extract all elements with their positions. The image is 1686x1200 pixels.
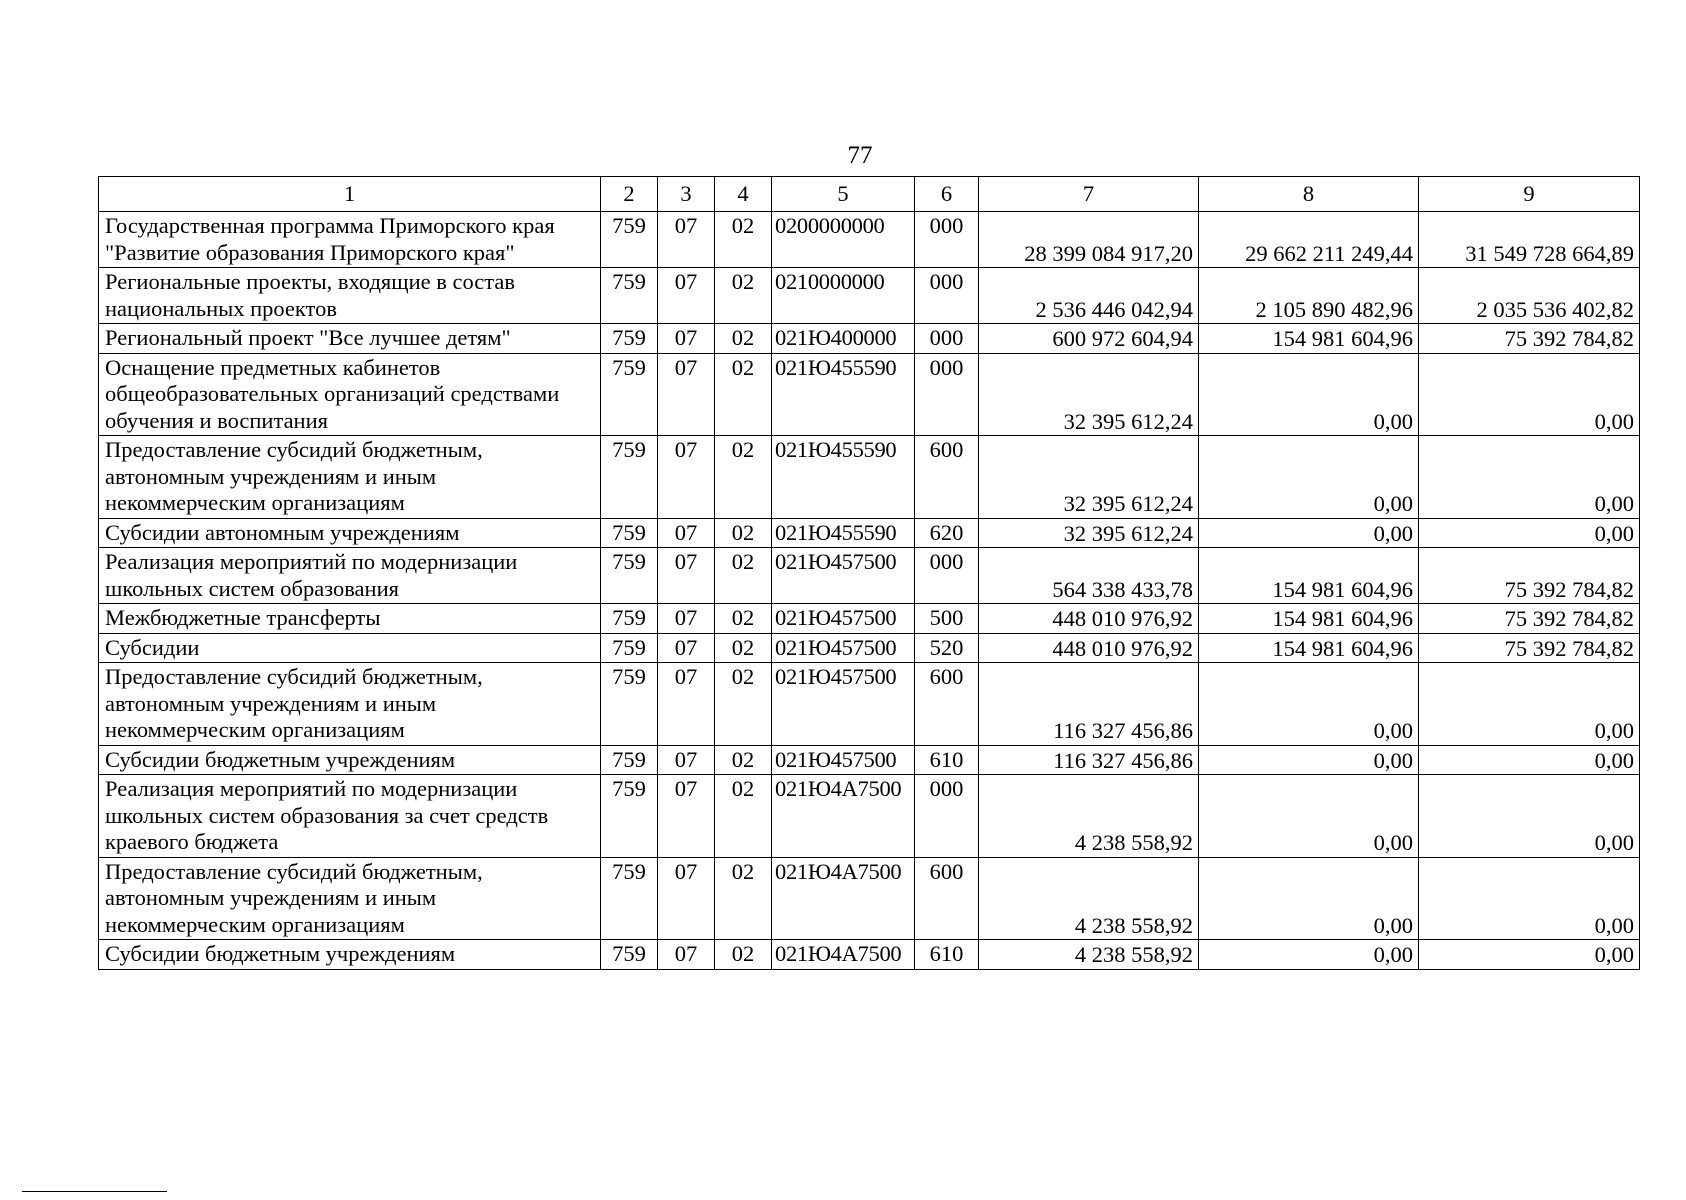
amount-col9-cell: 0,00 — [1419, 940, 1640, 970]
budget-table — [98, 176, 1640, 970]
amount-col7-cell: 564 338 433,78 — [979, 548, 1199, 604]
col4-cell: 02 — [715, 324, 772, 354]
table-body — [99, 212, 1640, 970]
col2-cell: 759 — [601, 604, 658, 634]
col4-cell: 02 — [715, 212, 772, 268]
col3-cell: 07 — [658, 436, 715, 519]
amount-col8-cell: 154 981 604,96 — [1199, 633, 1419, 663]
code-cell: 021Ю455590 — [772, 518, 915, 548]
code-cell: 021Ю4A7500 — [772, 857, 915, 940]
table-row — [99, 940, 1640, 970]
column-header: 1 — [99, 177, 601, 212]
table-row — [99, 518, 1640, 548]
header-row — [99, 177, 1640, 212]
col2-cell: 759 — [601, 940, 658, 970]
col4-cell: 02 — [715, 775, 772, 858]
column-header: 3 — [658, 177, 715, 212]
amount-col8-cell: 0,00 — [1199, 940, 1419, 970]
amount-col8-cell: 154 981 604,96 — [1199, 548, 1419, 604]
amount-col8-cell: 154 981 604,96 — [1199, 604, 1419, 634]
col4-cell: 02 — [715, 518, 772, 548]
amount-col9-cell: 2 035 536 402,82 — [1419, 268, 1640, 324]
page-number: 77 — [847, 142, 873, 169]
table-row — [99, 268, 1640, 324]
footnote-separator — [22, 1191, 167, 1192]
amount-col9-cell: 31 549 728 664,89 — [1419, 212, 1640, 268]
col6-cell: 500 — [915, 604, 979, 634]
col6-cell: 620 — [915, 518, 979, 548]
column-header: 7 — [979, 177, 1199, 212]
code-cell: 021Ю4A7500 — [772, 940, 915, 970]
col2-cell: 759 — [601, 775, 658, 858]
amount-col7-cell: 600 972 604,94 — [979, 324, 1199, 354]
column-header: 5 — [772, 177, 915, 212]
col6-cell: 000 — [915, 268, 979, 324]
table-row — [99, 633, 1640, 663]
col3-cell: 07 — [658, 353, 715, 436]
row-name-cell: Субсидии бюджетным учреждениям — [99, 745, 601, 775]
code-cell: 021Ю457500 — [772, 604, 915, 634]
code-cell: 021Ю4A7500 — [772, 775, 915, 858]
amount-col8-cell: 0,00 — [1199, 518, 1419, 548]
col2-cell: 759 — [601, 268, 658, 324]
col6-cell: 600 — [915, 663, 979, 746]
col4-cell: 02 — [715, 268, 772, 324]
col6-cell: 000 — [915, 353, 979, 436]
table-row — [99, 857, 1640, 940]
col4-cell: 02 — [715, 663, 772, 746]
amount-col9-cell: 0,00 — [1419, 775, 1640, 858]
row-name-cell: Региональные проекты, входящие в состав национальных проектов — [99, 268, 601, 324]
col2-cell: 759 — [601, 745, 658, 775]
col2-cell: 759 — [601, 353, 658, 436]
table-row — [99, 663, 1640, 746]
column-header: 8 — [1199, 177, 1419, 212]
row-name-cell: Региональный проект "Все лучшее детям" — [99, 324, 601, 354]
table-row — [99, 353, 1640, 436]
amount-col8-cell: 154 981 604,96 — [1199, 324, 1419, 354]
col3-cell: 07 — [658, 775, 715, 858]
row-name-cell: Межбюджетные трансферты — [99, 604, 601, 634]
amount-col7-cell: 116 327 456,86 — [979, 663, 1199, 746]
col4-cell: 02 — [715, 940, 772, 970]
amount-col8-cell: 0,00 — [1199, 775, 1419, 858]
table-row — [99, 548, 1640, 604]
amount-col9-cell: 0,00 — [1419, 745, 1640, 775]
amount-col9-cell: 75 392 784,82 — [1419, 633, 1640, 663]
col2-cell: 759 — [601, 212, 658, 268]
amount-col9-cell: 0,00 — [1419, 353, 1640, 436]
code-cell: 0200000000 — [772, 212, 915, 268]
amount-col9-cell: 0,00 — [1419, 663, 1640, 746]
code-cell: 021Ю455590 — [772, 353, 915, 436]
col2-cell: 759 — [601, 633, 658, 663]
row-name-cell: Субсидии бюджетным учреждениям — [99, 940, 601, 970]
amount-col7-cell: 2 536 446 042,94 — [979, 268, 1199, 324]
col6-cell: 000 — [915, 548, 979, 604]
col6-cell: 000 — [915, 324, 979, 354]
col4-cell: 02 — [715, 857, 772, 940]
col3-cell: 07 — [658, 663, 715, 746]
col6-cell: 000 — [915, 212, 979, 268]
col6-cell: 000 — [915, 775, 979, 858]
col3-cell: 07 — [658, 518, 715, 548]
column-header: 4 — [715, 177, 772, 212]
amount-col7-cell: 4 238 558,92 — [979, 775, 1199, 858]
col3-cell: 07 — [658, 940, 715, 970]
amount-col9-cell: 75 392 784,82 — [1419, 324, 1640, 354]
amount-col8-cell: 2 105 890 482,96 — [1199, 268, 1419, 324]
col4-cell: 02 — [715, 436, 772, 519]
row-name-cell: Реализация мероприятий по модернизации школьных систем образования за счет средств краевого бюджета — [99, 775, 601, 858]
code-cell: 021Ю457500 — [772, 745, 915, 775]
col3-cell: 07 — [658, 268, 715, 324]
amount-col7-cell: 32 395 612,24 — [979, 518, 1199, 548]
col2-cell: 759 — [601, 518, 658, 548]
amount-col7-cell: 4 238 558,92 — [979, 940, 1199, 970]
table-row — [99, 324, 1640, 354]
col2-cell: 759 — [601, 324, 658, 354]
col4-cell: 02 — [715, 548, 772, 604]
row-name-cell: Предоставление субсидий бюджетным, автономным учреждениям и иным некоммерческим организациям — [99, 663, 601, 746]
amount-col7-cell: 448 010 976,92 — [979, 633, 1199, 663]
amount-col8-cell: 0,00 — [1199, 745, 1419, 775]
amount-col7-cell: 32 395 612,24 — [979, 436, 1199, 519]
amount-col7-cell: 116 327 456,86 — [979, 745, 1199, 775]
row-name-cell: Реализация мероприятий по модернизации школьных систем образования — [99, 548, 601, 604]
row-name-cell: Субсидии автономным учреждениям — [99, 518, 601, 548]
col2-cell: 759 — [601, 663, 658, 746]
amount-col7-cell: 4 238 558,92 — [979, 857, 1199, 940]
table-row — [99, 775, 1640, 858]
column-header: 6 — [915, 177, 979, 212]
col6-cell: 610 — [915, 940, 979, 970]
col6-cell: 610 — [915, 745, 979, 775]
col3-cell: 07 — [658, 212, 715, 268]
col3-cell: 07 — [658, 324, 715, 354]
amount-col8-cell: 0,00 — [1199, 436, 1419, 519]
amount-col9-cell: 0,00 — [1419, 436, 1640, 519]
amount-col7-cell: 32 395 612,24 — [979, 353, 1199, 436]
code-cell: 021Ю457500 — [772, 548, 915, 604]
row-name-cell: Предоставление субсидий бюджетным, автономным учреждениям и иным некоммерческим организациям — [99, 857, 601, 940]
amount-col7-cell: 448 010 976,92 — [979, 604, 1199, 634]
amount-col8-cell: 0,00 — [1199, 857, 1419, 940]
row-name-cell: Государственная программа Приморского края "Развитие образования Приморского края" — [99, 212, 601, 268]
col6-cell: 600 — [915, 436, 979, 519]
code-cell: 021Ю400000 — [772, 324, 915, 354]
amount-col7-cell: 28 399 084 917,20 — [979, 212, 1199, 268]
row-name-cell: Предоставление субсидий бюджетным, автономным учреждениям и иным некоммерческим организациям — [99, 436, 601, 519]
table-row — [99, 436, 1640, 519]
code-cell: 021Ю455590 — [772, 436, 915, 519]
col2-cell: 759 — [601, 436, 658, 519]
col3-cell: 07 — [658, 857, 715, 940]
col2-cell: 759 — [601, 548, 658, 604]
row-name-cell: Оснащение предметных кабинетов общеобразовательных организаций средствами обучения и воспитания — [99, 353, 601, 436]
table-row — [99, 745, 1640, 775]
column-header: 2 — [601, 177, 658, 212]
col3-cell: 07 — [658, 633, 715, 663]
col6-cell: 600 — [915, 857, 979, 940]
col4-cell: 02 — [715, 353, 772, 436]
table-row — [99, 604, 1640, 634]
code-cell: 0210000000 — [772, 268, 915, 324]
amount-col9-cell: 75 392 784,82 — [1419, 604, 1640, 634]
amount-col8-cell: 0,00 — [1199, 353, 1419, 436]
amount-col9-cell: 0,00 — [1419, 518, 1640, 548]
col3-cell: 07 — [658, 604, 715, 634]
column-header: 9 — [1419, 177, 1640, 212]
code-cell: 021Ю457500 — [772, 663, 915, 746]
col3-cell: 07 — [658, 548, 715, 604]
table-row — [99, 212, 1640, 268]
amount-col9-cell: 0,00 — [1419, 857, 1640, 940]
col4-cell: 02 — [715, 633, 772, 663]
amount-col8-cell: 0,00 — [1199, 663, 1419, 746]
col4-cell: 02 — [715, 604, 772, 634]
col6-cell: 520 — [915, 633, 979, 663]
col2-cell: 759 — [601, 857, 658, 940]
code-cell: 021Ю457500 — [772, 633, 915, 663]
col3-cell: 07 — [658, 745, 715, 775]
col4-cell: 02 — [715, 745, 772, 775]
row-name-cell: Субсидии — [99, 633, 601, 663]
amount-col8-cell: 29 662 211 249,44 — [1199, 212, 1419, 268]
amount-col9-cell: 75 392 784,82 — [1419, 548, 1640, 604]
